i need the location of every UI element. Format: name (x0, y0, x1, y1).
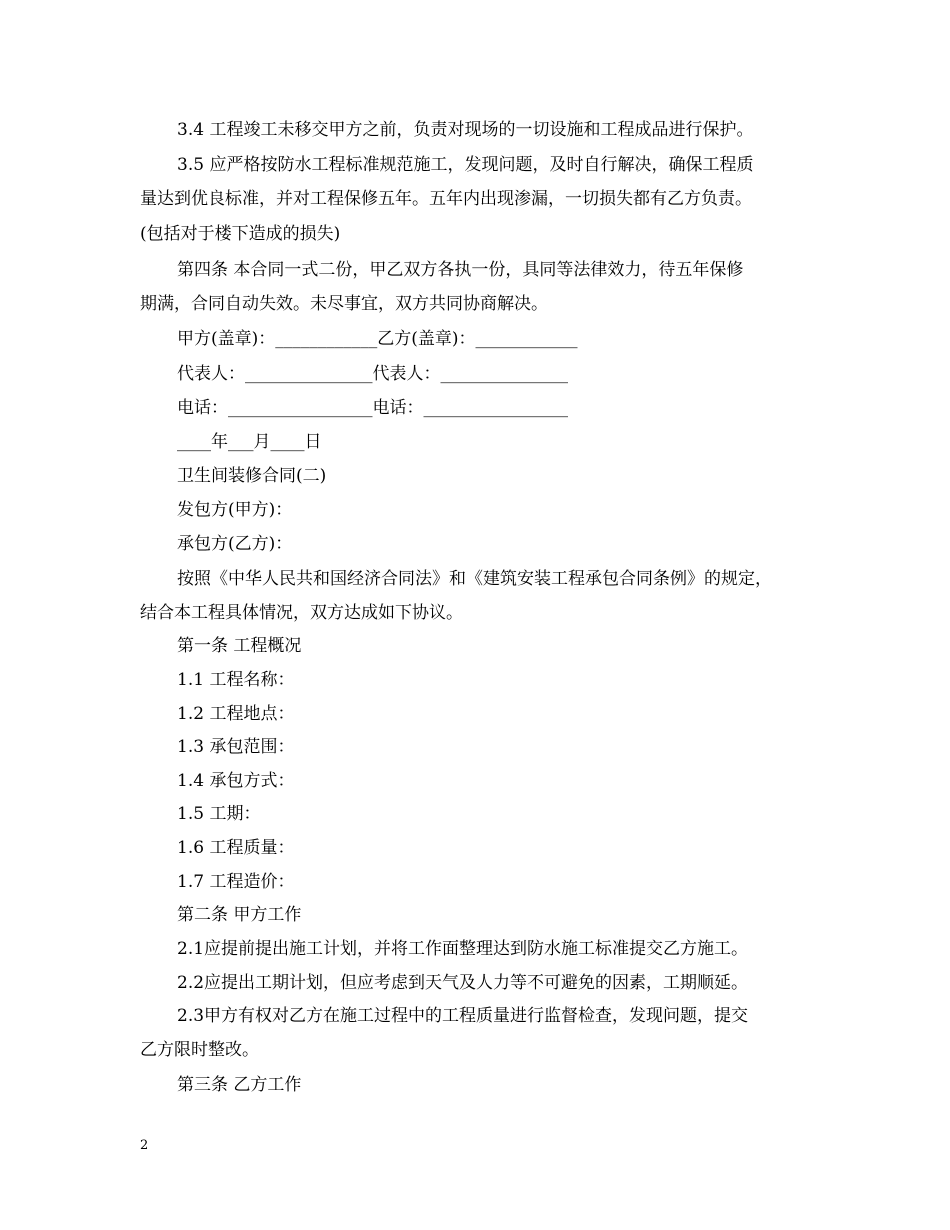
text-line: 1.6 工程质量： (177, 838, 295, 858)
text-line: 期满，合同自动失效。未尽事宜，双方共同协商解决。 (140, 294, 548, 314)
signature-line: 电话：_________________电话：_________________ (177, 398, 568, 418)
text-line: 2.2应提出工期计划，但应考虑到天气及人力等不可避免的因素，工期顺延。 (177, 973, 749, 993)
page-number: 2 (140, 1138, 149, 1153)
section-heading: 第一条 工程概况 (177, 636, 302, 656)
date-line: ____年___月____日 (177, 432, 322, 452)
section-heading: 第三条 乙方工作 (177, 1075, 302, 1095)
text-line: 3.4 工程竣工未移交甲方之前，负责对现场的一切设施和工程成品进行保护。 (177, 120, 754, 140)
text-line: 乙方限时整改。 (140, 1040, 259, 1060)
text-line: 2.1应提前提出施工计划，并将工作面整理达到防水施工标准提交乙方施工。 (177, 939, 749, 959)
text-line: 量达到优良标准，并对工程保修五年。五年内出现渗漏，一切损失都有乙方负责。 (140, 189, 752, 209)
text-line: 第四条 本合同一式二份，甲乙双方各执一份，具同等法律效力，待五年保修 (177, 260, 744, 280)
text-line: 结合本工程具体情况，双方达成如下协议。 (140, 603, 463, 623)
text-line: 承包方(乙方)： (177, 534, 293, 554)
text-line: 1.4 承包方式： (177, 771, 295, 791)
signature-line: 代表人：_______________代表人：_______________ (177, 364, 568, 384)
text-line: 2.3甲方有权对乙方在施工过程中的工程质量进行监督检查，发现问题，提交 (177, 1006, 749, 1026)
text-line: 1.2 工程地点： (177, 704, 295, 724)
text-line: 发包方(甲方)： (177, 500, 293, 520)
text-line: (包括对于楼下造成的损失) (140, 224, 341, 244)
section-heading: 第二条 甲方工作 (177, 905, 302, 925)
signature-line: 甲方(盖章)：____________乙方(盖章)：____________ (177, 329, 578, 349)
text-line: 3.5 应严格按防水工程标准规范施工，发现问题，及时自行解决，确保工程质 (177, 155, 754, 175)
text-line: 按照《中华人民共和国经济合同法》和《建筑安装工程承包合同条例》的规定， (177, 569, 772, 589)
text-line: 1.7 工程造价： (177, 872, 295, 892)
text-line: 1.3 承包范围： (177, 737, 295, 757)
text-line: 1.1 工程名称： (177, 670, 295, 690)
text-line: 1.5 工期： (177, 804, 261, 824)
contract-title: 卫生间装修合同(二) (177, 466, 327, 486)
